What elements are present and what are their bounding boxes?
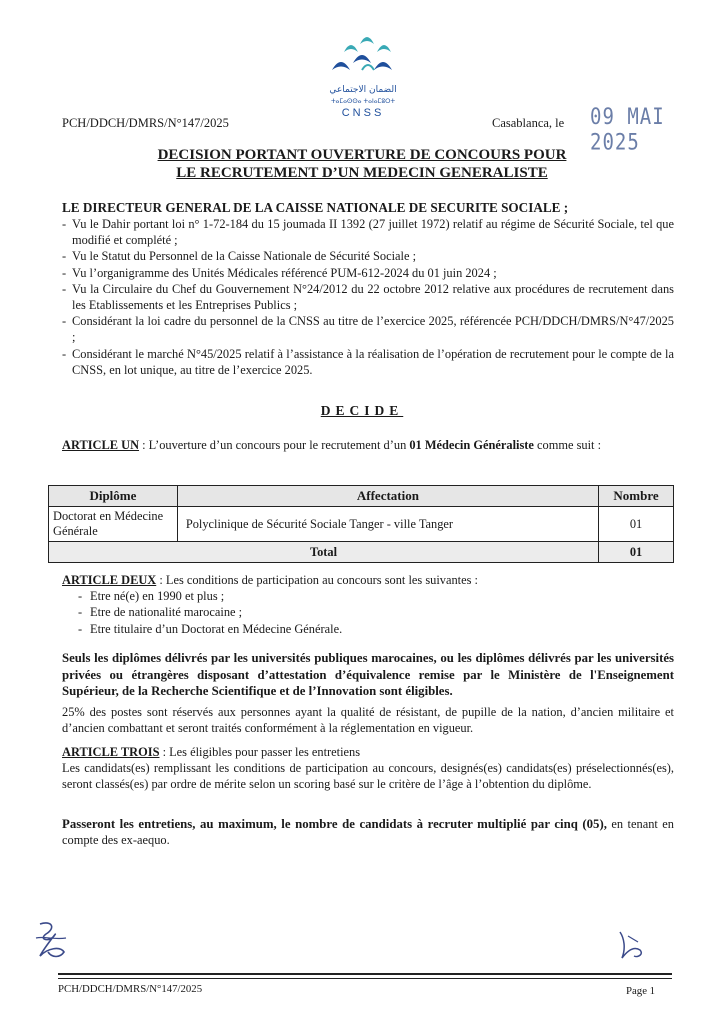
article-deux [62, 572, 674, 588]
logo-tifinagh-text: ⵜⴰⵎⴰⵙⵙⴰ ⵜⴰⵏⴰⵎⵓⵔⵜ [330, 98, 396, 105]
total-value: 01 [599, 542, 674, 563]
article-deux-text: : Les conditions de participation au concours sont les suivantes : [156, 573, 478, 587]
table-header-affectation: Affectation [177, 486, 598, 507]
consideration-item: - Vu le Dahir portant loi n° 1-72-184 du 15 joumada II 1392 (27 juillet 1972) relatif au régime de Sécurité Sociale, tel que modifié et complété ; [62, 216, 674, 248]
total-label: Total [49, 542, 599, 563]
cell-nombre: 01 [599, 507, 674, 542]
initials-signature-left [30, 918, 74, 964]
cnss-logo [322, 30, 404, 120]
cell-diplome: Doctorat en Médecine Générale [49, 507, 178, 542]
article-trois-text: : Les éligibles pour passer les entretiens [159, 745, 361, 759]
footer-reference: PCH/DDCH/DMRS/N°147/2025 [58, 983, 203, 995]
title-line-1: DECISION PORTANT OUVERTURE DE CONCOURS POUR [157, 147, 567, 163]
article-trois-label: ARTICLE TROIS [62, 745, 160, 759]
date-stamp: 09 MAI 2025 [590, 104, 665, 156]
considerations-list [62, 216, 674, 378]
consideration-item: - Vu la Circulaire du Chef du Gouvernement N°24/2012 du 22 octobre 2012 relative aux procédures de recrutement dans les Etablissements et les Entreprises Publics ; [62, 281, 674, 313]
consideration-item: - Considérant le marché N°45/2025 relatif à l’assistance à la réalisation de l’opération de recrutement pour le compte de la CNSS, en lot unique, au titre de l’exercice 2025. [62, 346, 674, 378]
article-un [62, 437, 674, 453]
condition-item: - Etre titulaire d’un Doctorat en Médecine Générale. [78, 621, 342, 637]
positions-table [48, 485, 674, 563]
condition-item: - Etre de nationalité marocaine ; [78, 604, 342, 620]
table-header-nombre: Nombre [599, 486, 674, 507]
cell-affectation: Polyclinique de Sécurité Sociale Tanger - ville Tanger [177, 507, 598, 542]
table-total-row [49, 542, 674, 563]
interviews-statement [62, 816, 674, 848]
document-title [62, 146, 662, 182]
table-header-diplome: Diplôme [49, 486, 178, 507]
consideration-item: - Vu l’organigramme des Unités Médicales référencé PUM-612-2024 du 01 juin 2024 ; [62, 265, 674, 281]
director-heading: LE DIRECTEUR GENERAL DE LA CAISSE NATIONALE DE SECURITE SOCIALE ; [62, 200, 569, 215]
interviews-rest: en tenant en compte des ex-aequo. [62, 817, 674, 847]
article-un-text-before: : L’ouverture d’un concours pour le recrutement d’un [139, 438, 410, 452]
conditions-list [78, 588, 342, 637]
footer-divider-thin [58, 978, 672, 979]
article-un-bold: 01 Médecin Généraliste [409, 438, 534, 452]
title-line-2: LE RECRUTEMENT D’UN MEDECIN GENERALISTE [176, 165, 548, 181]
initials-signature-right [616, 928, 652, 962]
article-trois [62, 744, 674, 760]
city-date-label: Casablanca, le [492, 116, 565, 130]
table-row [49, 507, 674, 542]
eligibility-statement: Seuls les diplômes délivrés par les universités publiques marocaines, ou les diplômes délivrés par les universités privées ou étrangères disposant d’attestation d’équivalence remise par le Ministère de l'Enseignement Supérieur, de la Recherche Scientifique et de l’Innovation sont éligibles. [62, 651, 674, 698]
decide-heading: DECIDE [320, 403, 404, 418]
consideration-item: - Considérant la loi cadre du personnel de la CNSS au titre de l’exercice 2025, référencée PCH/DDCH/DMRS/N°47/2025 ; [62, 313, 674, 345]
logo-arabic-text: الضمان الاجتماعي [329, 85, 397, 95]
article-trois-body: Les candidats(es) remplissant les conditions de participation au concours, designés(es) candidats(es) préselectionnés(es), seront classés(es) par ordre de mérite selon un scoring basé sur le critère de l’âge à l’obtention du diplôme. [62, 761, 674, 791]
article-un-text-after: comme suit : [533, 438, 602, 452]
condition-item: - Etre né(e) en 1990 et plus ; [78, 588, 342, 604]
footer-divider-thick [58, 973, 672, 975]
consideration-item: - Vu le Statut du Personnel de la Caisse Nationale de Sécurité Sociale ; [62, 248, 674, 264]
reserve-statement: 25% des postes sont réservés aux personnes ayant la qualité de résistant, de pupille de la nation, d’ancien militaire et d’ancien combattant et seront traités conformément à la réglementation en vigueur. [62, 705, 674, 735]
logo-latin-text: CNSS [341, 107, 385, 119]
page-number: Page 1 [626, 985, 656, 997]
interviews-bold: Passeront les entretiens, au maximum, le nombre de candidats à recruter multiplié par cinq (05), [62, 817, 607, 831]
article-deux-label: ARTICLE DEUX [62, 573, 157, 587]
article-un-label: ARTICLE UN [62, 438, 140, 452]
reference-number: PCH/DDCH/DMRS/N°147/2025 [62, 116, 229, 130]
